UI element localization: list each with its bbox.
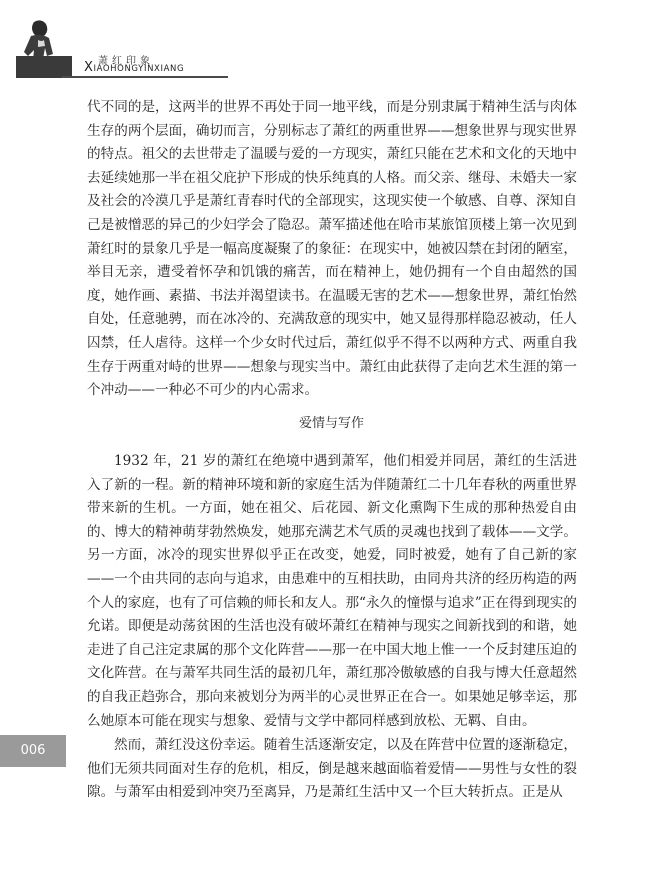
series-pinyin-initial: X — [84, 60, 94, 75]
series-pinyin-rest: IAOHONGYINXIANG — [93, 64, 185, 74]
section-heading: 爱情与写作 — [298, 416, 364, 431]
page-number: 006 — [0, 735, 66, 767]
series-title: 萧红印象 — [98, 56, 154, 67]
header-rule — [62, 76, 228, 78]
paragraph-1: 代不同的是，这两半的世界不再处于同一地平线，而是分别隶属于精神生活与肉体生存的两个层面，确切而言，分别标志了萧红的两重世界——想象世界与现实世界的特点。祖父的去世带走了温暖与爱的一方现实，萧红只能在艺术和文化的天地中去延续她那一半在祖父庇护下形成的快乐纯真的人格。而父亲、继母、未婚夫一家及社会的冷漠几乎是萧红青春时代的全部现实，这现实使一个敏感、自尊、深知自己是被憎恶的异己的少妇学会了隐忍。萧军描述他在哈市某旅馆顶楼上第一次见到萧红时的景象几乎是一幅高度凝聚了的象征：在现实中，她被囚禁在封闭的陋室，举目无亲，遭受着怀孕和饥饿的痛苦，而在精神上，她仍拥有一个自由超然的国度，她作画、素描、书法并渴望读书。在温暖无害的艺术——想象世界，萧红怡然自处，任意驰骋，而在冰冷的、充满敌意的现实中，她又显得那样隐忍被动，任人囚禁，任人虐待。这样一个少女时代过后，萧红似乎不得不以两种方式、两重自我生存于两重对峙的世界——想象与现实当中。萧红由此获得了走向艺术生涯的第一个冲动——一种必不可少的内心需求。 — [87, 99, 577, 399]
header-dark-band — [16, 56, 72, 78]
paragraph-3: 然而，萧红没这份幸运。随着生活逐渐安定，以及在阵营中位置的逐渐稳定，他们无须共同面对生存的危机，相反，倒是越来越面临着爱情——男性与女性的裂隙。与萧军由相爱到冲突乃至离异，乃是萧红生活中又一个巨大转折点。正是从 — [87, 737, 577, 801]
series-pinyin — [84, 60, 184, 75]
paragraph-2: 1932 年，21 岁的萧红在绝境中遇到萧军，他们相爱并同居，萧红的生活进入了新的一程。新的精神环境和新的家庭生活为伴随萧红二十几年春秋的两重世界带来新的生机。一方面，她在祖父、后花园、新文化熏陶下生成的那种热爱自由的、博大的精神萌芽勃然焕发，她那充满艺术气质的灵魂也找到了载体——文学。另一方面，冰冷的现实世界似乎正在改变，她爱，同时被爱，她有了自己新的家——一个由共同的志向与追求，由患难中的互相扶助，由同舟共济的经历构造的两个人的家庭，也有了可信赖的师长和友人。那“永久的憧憬与追求”正在得到现实的允诺。即便是动荡贫困的生活也没有破坏萧红在精神与现实之间新找到的和谐，她走进了自己注定隶属的那个文化阵营——那一在中国大地上惟一一个反封建压迫的文化阵营。在与萧军共同生活的最初几年，萧红那冷傲敏感的自我与博大任意超然的自我正趋弥合，那向来被划分为两半的心灵世界正在合一。如果她足够幸运，那么她原本可能在现实与想象、爱情与文学中都同样感到放松、无羁、自由。 — [87, 453, 577, 729]
